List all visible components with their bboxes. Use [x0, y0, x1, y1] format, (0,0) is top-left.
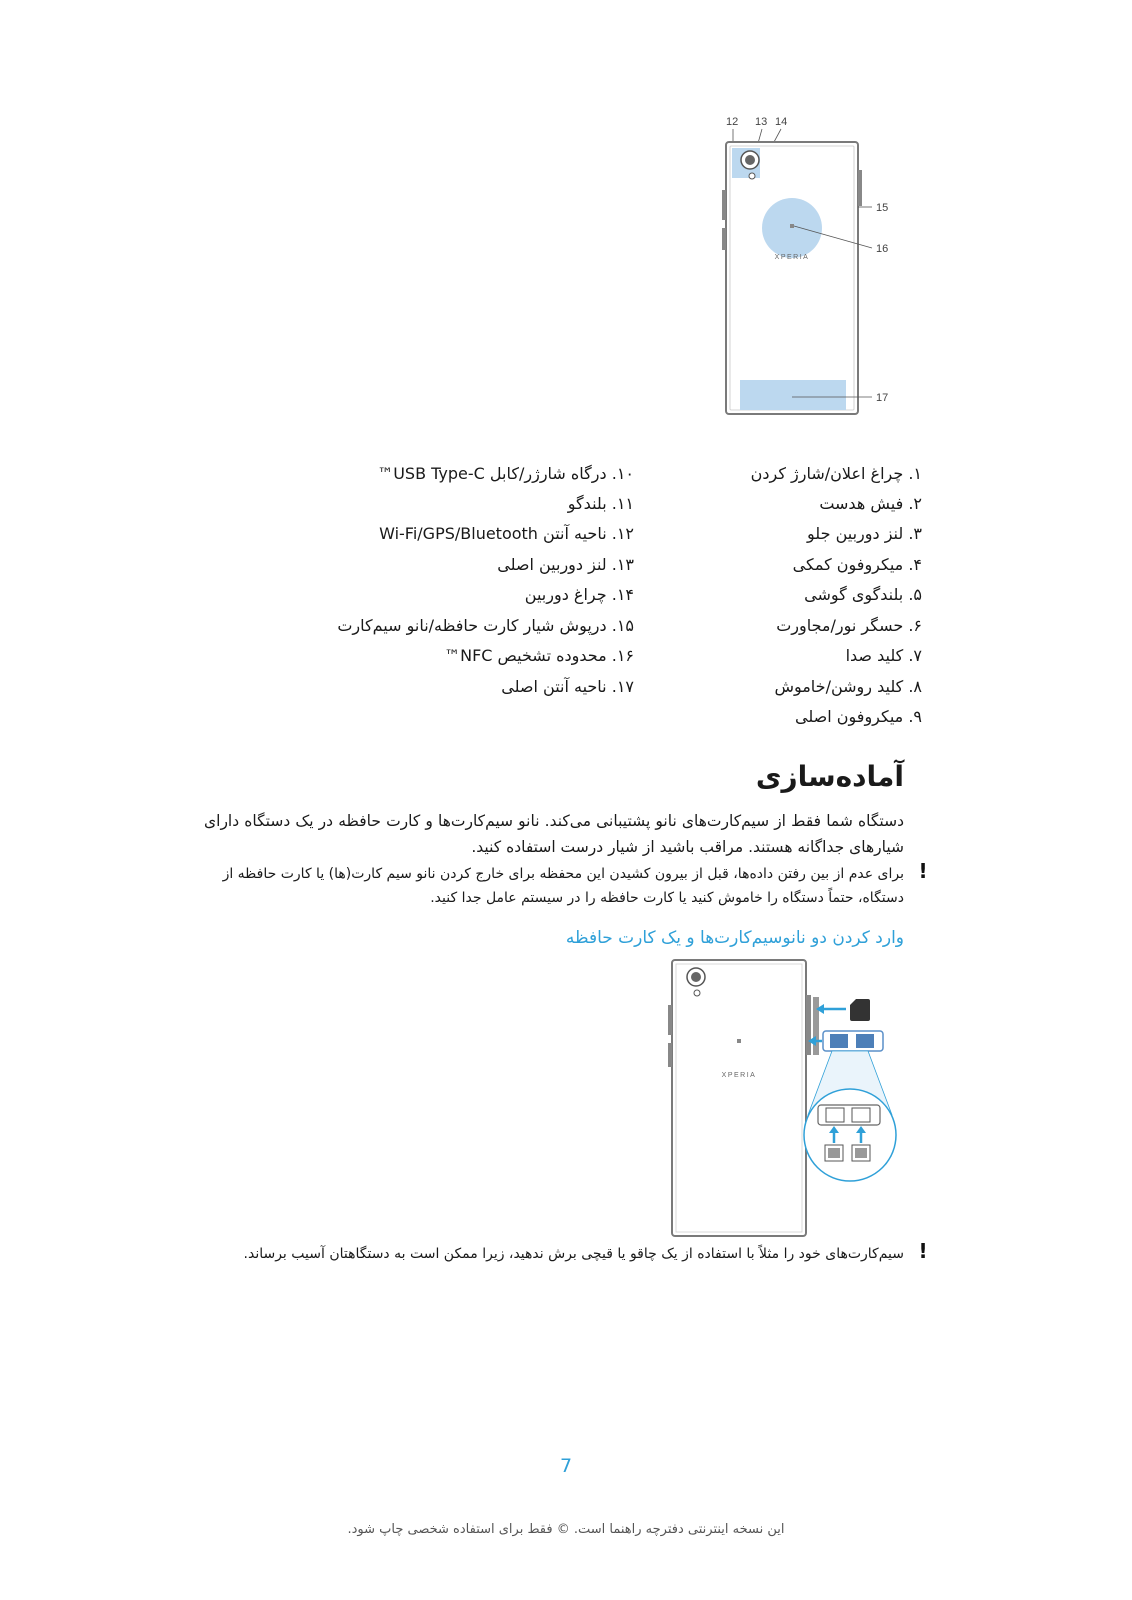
brand-label-top: XPERIA — [774, 254, 810, 261]
legend-item-1: ۱. چراغ اعلان/شارژ کردن — [750, 464, 922, 483]
legend-item-14: ۱۴. چراغ دوربین — [524, 585, 634, 604]
legend-item-17: ۱۷. ناحیه آنتن اصلی — [501, 677, 634, 696]
legend-item-8: ۸. کلید روشن/خاموش — [774, 677, 922, 696]
legend-item-7: ۷. کلید صدا — [845, 646, 922, 665]
callout-14: 14 — [775, 116, 788, 128]
legend-item-12: ۱۲. ناحیه آنتن Wi-Fi/GPS/Bluetooth — [379, 524, 634, 543]
footer-note: این نسخه اینترنتی دفترچه راهنما است. © فقط برای استفاده شخصی چاپ شود. — [347, 1522, 785, 1537]
legend-item-2: ۲. فیش هدست — [819, 494, 922, 513]
warning-text-1: برای عدم از بین رفتن داده‌ها، قبل از بیرون کشیدن این محفظه برای خارج کردن نانو سیم کارت(ها) یا کارت حافظه از دستگاه، حتماً دستگاه را خاموش کنید یا کارت حافظه را در سیستم عامل جدا کنید. — [222, 866, 904, 906]
sim-tray-diagram — [660, 955, 910, 1240]
phone-back-diagram — [700, 110, 920, 425]
section-heading: آماده‌سازی — [755, 760, 904, 793]
legend-item-15: ۱۵. درپوش شیار کارت حافظه/نانو سیم‌کارت — [337, 616, 634, 635]
legend-item-3: ۳. لنز دوربین جلو — [807, 524, 922, 543]
subsection-heading: وارد کردن دو نانوسیم‌کارت‌ها و یک کارت حافظه — [565, 928, 904, 948]
callout-16: 16 — [876, 243, 889, 255]
warning-text-2: سیم‌کارت‌های خود را مثلاً با استفاده از یک چاقو یا قیچی برش ندهید، زیرا ممکن است به دستگاهتان آسیب برساند. — [243, 1246, 904, 1262]
callout-15: 15 — [876, 202, 889, 214]
legend-item-11: ۱۱. بلندگو — [567, 494, 634, 513]
callout-12: 12 — [726, 116, 739, 128]
page-number: 7 — [559, 1455, 573, 1477]
callout-13: 13 — [755, 116, 768, 128]
legend-item-9: ۹. میکروفون اصلی — [795, 707, 922, 726]
legend-item-4: ۴. میکروفون کمکی — [792, 555, 922, 574]
brand-label-bottom: XPERIA — [721, 1072, 757, 1079]
warning-icon-2: ! — [918, 1239, 928, 1263]
callout-17: 17 — [876, 392, 889, 404]
legend-item-6: ۶. حسگر نور/مجاورت — [776, 616, 922, 635]
legend-item-5: ۵. بلندگوی گوشی — [804, 585, 922, 604]
section-paragraph: دستگاه شما فقط از سیم‌کارت‌های نانو پشتیبانی می‌کند. نانو سیم‌کارت‌ها و کارت حافظه در یک دستگاه دارای شیارهای جداگانه هستند. مراقب باشید از شیار درست استفاده کنید. — [204, 812, 904, 856]
warning-icon: ! — [918, 859, 928, 883]
legend-item-16: ۱۶. محدوده تشخیص NFC™ — [444, 646, 634, 665]
legend-item-10: ۱۰. درگاه شارژر/کابل USB Type-C™ — [377, 464, 634, 483]
legend-item-13: ۱۳. لنز دوربین اصلی — [497, 555, 634, 574]
